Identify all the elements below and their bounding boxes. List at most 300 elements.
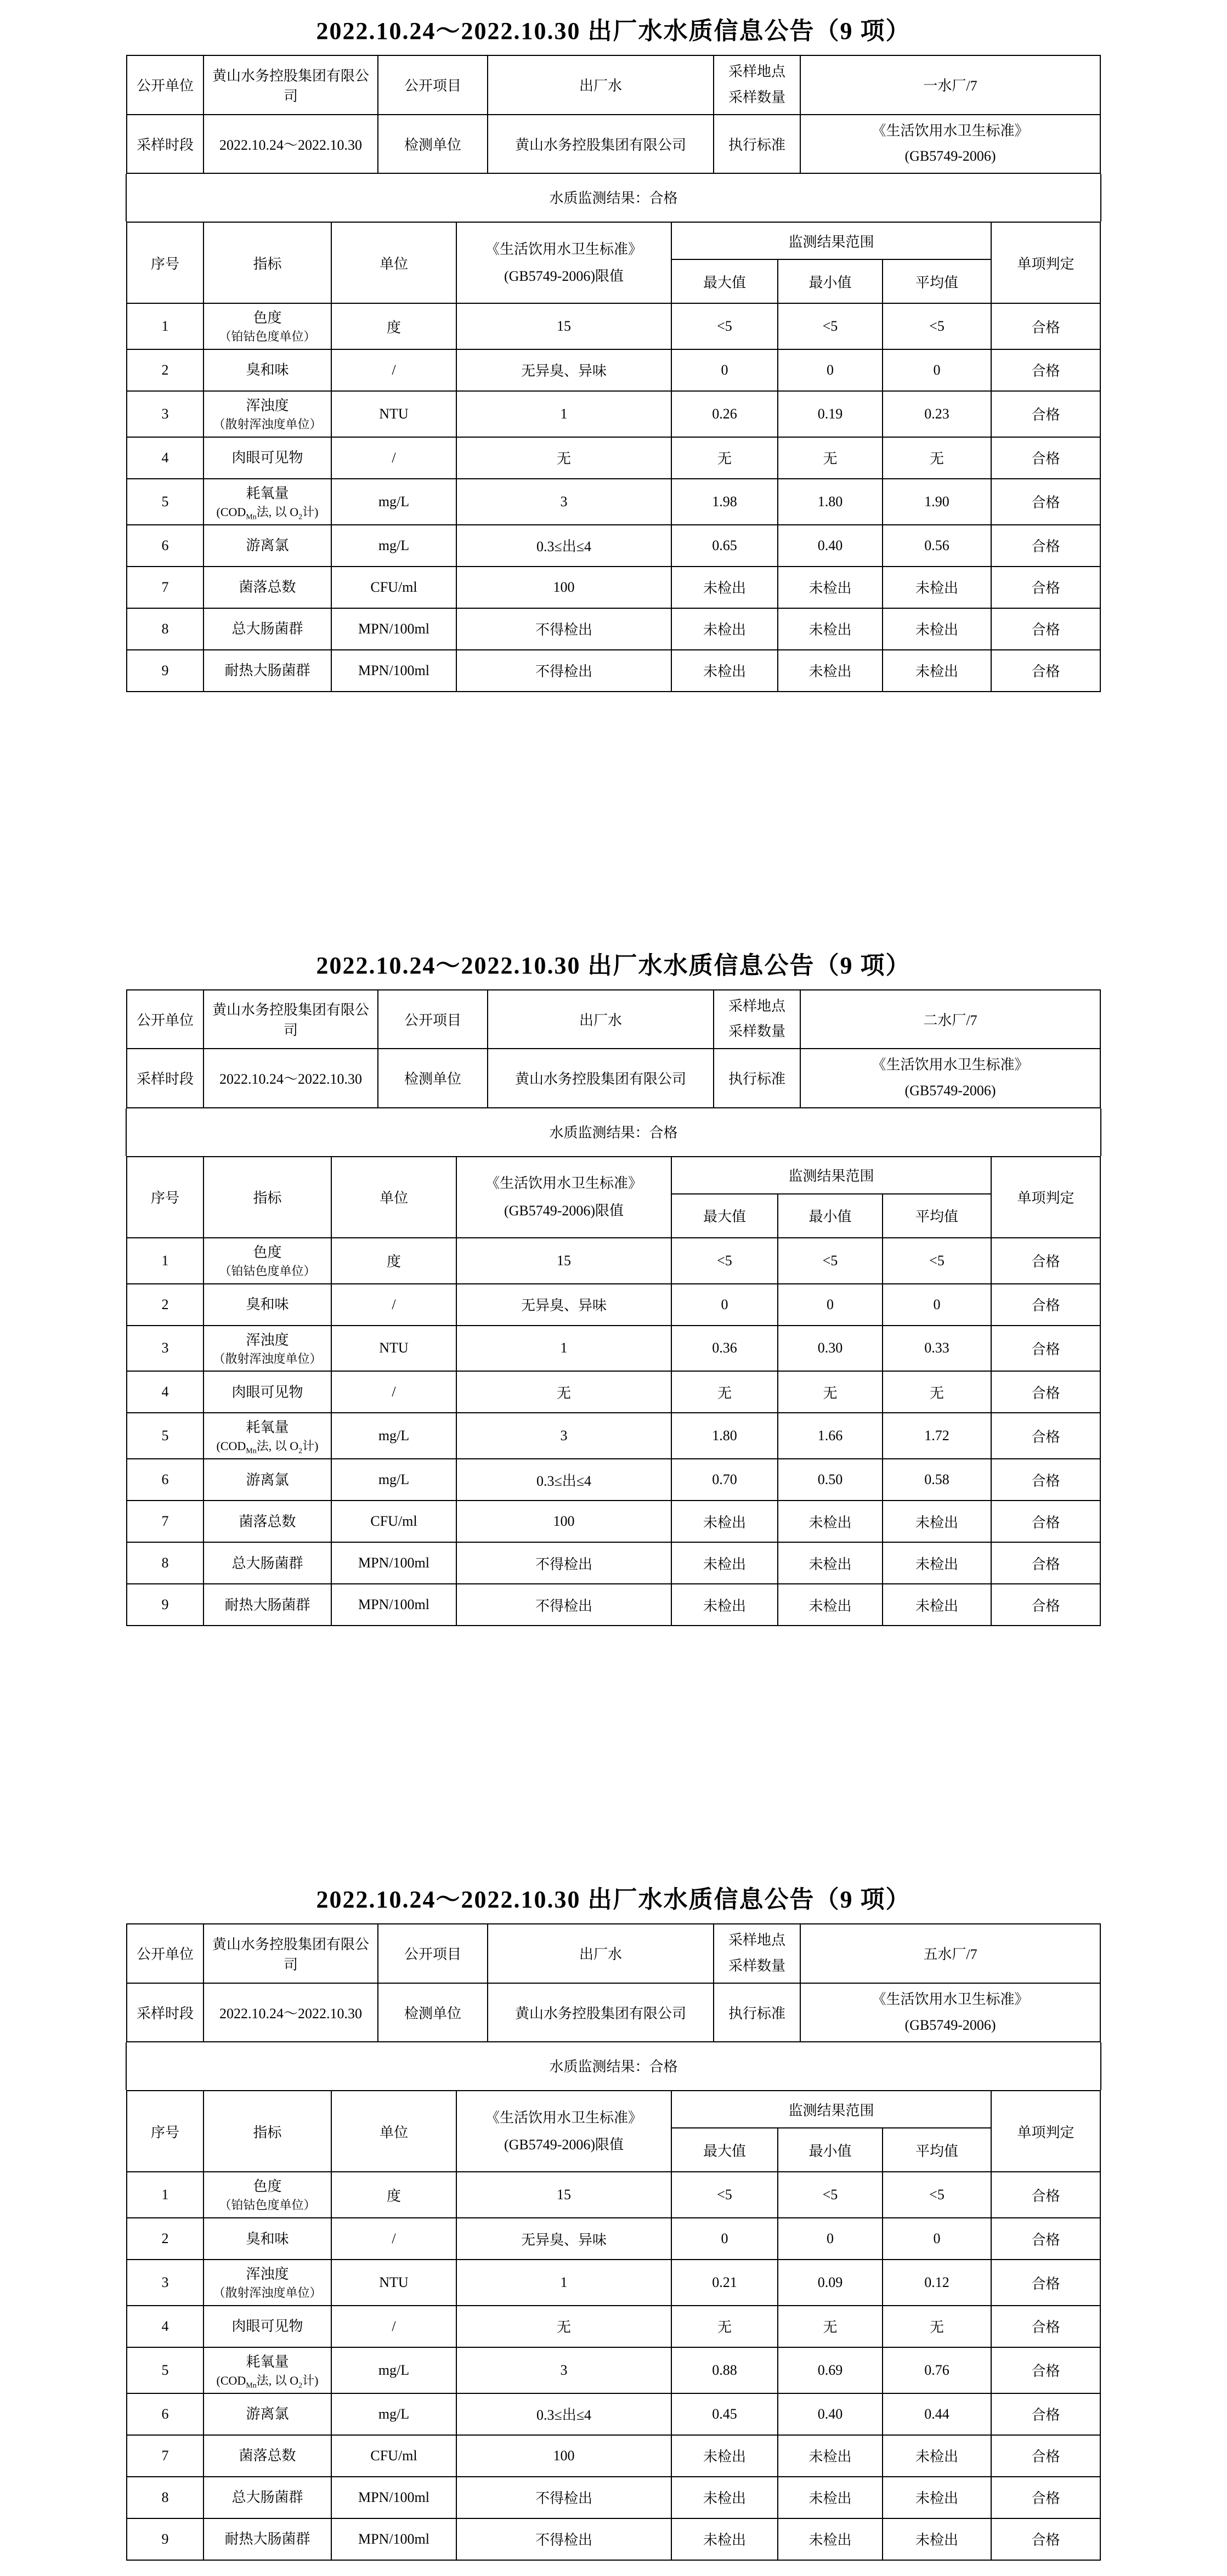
cell-verdict: 合格 xyxy=(991,2393,1100,2435)
cell-min: 未检出 xyxy=(778,567,883,608)
cell-no: 5 xyxy=(127,1413,203,1459)
cell-verdict: 合格 xyxy=(991,2347,1100,2393)
cell-indicator xyxy=(203,349,331,391)
sampling-quantity-label: 采样数量 xyxy=(728,1023,785,1040)
indicator-name: 耗氧量 xyxy=(246,2353,289,2370)
standard-line2: (GB5749-2006) xyxy=(904,2017,996,2033)
cell-unit: CFU/ml xyxy=(331,2435,456,2477)
indicator-name: 臭和味 xyxy=(246,362,289,378)
indicator-subtext: （铂钴色度单位） xyxy=(219,330,316,344)
standard-value xyxy=(800,1983,1100,2042)
cell-avg: 0 xyxy=(883,2218,991,2260)
header-limit-line2: (GB5749-2006)限值 xyxy=(504,268,624,285)
header-unit: 单位 xyxy=(331,1157,456,1238)
cell-verdict: 合格 xyxy=(991,567,1100,608)
cell-verdict: 合格 xyxy=(991,1326,1100,1372)
cell-no: 8 xyxy=(127,608,203,650)
cell-avg: 0.76 xyxy=(883,2347,991,2393)
standard-value xyxy=(800,115,1100,174)
cell-max: 未检出 xyxy=(671,1584,778,1626)
cell-max: 无 xyxy=(671,437,778,479)
cell-indicator xyxy=(203,437,331,479)
cell-no: 7 xyxy=(127,567,203,608)
cell-no: 6 xyxy=(127,2393,203,2435)
cell-verdict: 合格 xyxy=(991,2306,1100,2347)
cell-unit: MPN/100ml xyxy=(331,608,456,650)
table-row xyxy=(127,303,1100,349)
cell-max: 未检出 xyxy=(671,608,778,650)
table-row xyxy=(127,525,1100,567)
info-table xyxy=(126,989,1101,1108)
cell-indicator xyxy=(203,650,331,692)
cell-indicator xyxy=(203,303,331,349)
cell-verdict: 合格 xyxy=(991,391,1100,437)
indicator-name: 耐热大肠菌群 xyxy=(224,2531,310,2547)
announcement-block-3 xyxy=(0,1879,1227,2561)
cell-verdict: 合格 xyxy=(991,1542,1100,1584)
cell-verdict: 合格 xyxy=(991,437,1100,479)
header-limit xyxy=(456,2091,671,2172)
period-label: 采样时段 xyxy=(127,1049,203,1108)
cell-limit: 3 xyxy=(456,479,671,525)
cell-indicator xyxy=(203,2218,331,2260)
cell-verdict: 合格 xyxy=(991,1413,1100,1459)
period-label: 采样时段 xyxy=(127,1983,203,2042)
cell-unit: CFU/ml xyxy=(331,1501,456,1542)
header-range: 监测结果范围 xyxy=(671,222,991,259)
cell-max: <5 xyxy=(671,1238,778,1284)
cell-verdict: 合格 xyxy=(991,1459,1100,1501)
cell-indicator xyxy=(203,567,331,608)
standard-line1: 《生活饮用水卫生标准》 xyxy=(872,122,1029,139)
cell-limit: 100 xyxy=(456,2435,671,2477)
cell-indicator xyxy=(203,1326,331,1372)
cell-unit: 度 xyxy=(331,303,456,349)
indicator-name: 色度 xyxy=(253,1244,282,1260)
cell-limit: 15 xyxy=(456,303,671,349)
publisher-label: 公开单位 xyxy=(127,1924,203,1983)
cell-no: 4 xyxy=(127,1371,203,1413)
cell-verdict: 合格 xyxy=(991,2518,1100,2560)
project-label: 公开项目 xyxy=(378,1924,488,1983)
sampling-value: 五水厂/7 xyxy=(800,1924,1100,1983)
header-row xyxy=(127,2091,1100,2128)
cell-indicator xyxy=(203,2306,331,2347)
table-row xyxy=(127,1238,1100,1284)
header-unit: 单位 xyxy=(331,2091,456,2172)
table-row xyxy=(127,2435,1100,2477)
cell-no: 2 xyxy=(127,2218,203,2260)
header-limit xyxy=(456,1157,671,1238)
cell-avg: 无 xyxy=(883,1371,991,1413)
header-indicator: 指标 xyxy=(203,222,331,303)
cell-no: 1 xyxy=(127,1238,203,1284)
cell-unit: MPN/100ml xyxy=(331,1584,456,1626)
cell-limit: 无 xyxy=(456,2306,671,2347)
cell-avg: 0.44 xyxy=(883,2393,991,2435)
cell-max: 未检出 xyxy=(671,2435,778,2477)
cell-avg: 未检出 xyxy=(883,2518,991,2560)
indicator-subtext: （铂钴色度单位） xyxy=(219,1264,316,1278)
header-max: 最大值 xyxy=(671,259,778,303)
cell-limit: 不得检出 xyxy=(456,2477,671,2518)
cell-max: 未检出 xyxy=(671,2518,778,2560)
cell-unit: / xyxy=(331,1371,456,1413)
info-row xyxy=(127,990,1100,1049)
cell-no: 5 xyxy=(127,479,203,525)
indicator-subtext: ($COD_{Mn}$法, 以 $O_2$计) xyxy=(216,1439,319,1456)
cell-unit: / xyxy=(331,1284,456,1326)
header-min: 最小值 xyxy=(778,1194,883,1238)
cell-no: 3 xyxy=(127,2260,203,2306)
table-row xyxy=(127,2260,1100,2306)
cell-no: 7 xyxy=(127,2435,203,2477)
info-table xyxy=(126,1923,1101,2042)
cell-max: 0 xyxy=(671,349,778,391)
announcement-block-1 xyxy=(0,11,1227,692)
publisher-value: 黄山水务控股集团有限公司 xyxy=(203,55,378,115)
project-value: 出厂水 xyxy=(488,1924,714,1983)
project-value: 出厂水 xyxy=(488,990,714,1049)
table-row xyxy=(127,2347,1100,2393)
cell-verdict: 合格 xyxy=(991,1284,1100,1326)
cell-verdict: 合格 xyxy=(991,1584,1100,1626)
test-unit-label: 检测单位 xyxy=(378,115,488,174)
cell-verdict: 合格 xyxy=(991,479,1100,525)
cell-indicator xyxy=(203,1542,331,1584)
cell-avg: 无 xyxy=(883,437,991,479)
cell-min: 未检出 xyxy=(778,1501,883,1542)
cell-no: 8 xyxy=(127,2477,203,2518)
cell-limit: 不得检出 xyxy=(456,1584,671,1626)
period-value: 2022.10.24～2022.10.30 xyxy=(203,1983,378,2042)
publisher-value: 黄山水务控股集团有限公司 xyxy=(203,990,378,1049)
page-title: 2022.10.24～2022.10.30 出厂水水质信息公告（9 项） xyxy=(316,1886,911,1913)
header-no: 序号 xyxy=(127,222,203,303)
cell-avg: 0.33 xyxy=(883,1326,991,1372)
test-unit-value: 黄山水务控股集团有限公司 xyxy=(488,1983,714,2042)
cell-limit: 100 xyxy=(456,567,671,608)
sampling-label xyxy=(714,55,800,115)
cell-indicator xyxy=(203,1459,331,1501)
cell-limit: 100 xyxy=(456,1501,671,1542)
standard-label: 执行标准 xyxy=(714,1983,800,2042)
cell-limit: 不得检出 xyxy=(456,608,671,650)
cell-avg: <5 xyxy=(883,1238,991,1284)
cell-min: 未检出 xyxy=(778,2477,883,2518)
cell-avg: 未检出 xyxy=(883,1584,991,1626)
cell-min: 无 xyxy=(778,2306,883,2347)
table-row xyxy=(127,479,1100,525)
indicator-name: 肉眼可见物 xyxy=(231,2318,303,2335)
indicator-name: 浑浊度 xyxy=(246,2266,289,2283)
table-row xyxy=(127,1459,1100,1501)
header-indicator: 指标 xyxy=(203,2091,331,2172)
data-table xyxy=(126,222,1101,692)
cell-min: 0 xyxy=(778,349,883,391)
test-unit-value: 黄山水务控股集团有限公司 xyxy=(488,1049,714,1108)
cell-indicator xyxy=(203,2393,331,2435)
cell-limit: 1 xyxy=(456,1326,671,1372)
header-limit-line1: 《生活饮用水卫生标准》 xyxy=(485,241,642,257)
info-table xyxy=(126,55,1101,174)
indicator-name: 总大肠菌群 xyxy=(231,621,303,637)
sampling-location-label: 采样地点 xyxy=(728,64,785,80)
cell-max: 1.98 xyxy=(671,479,778,525)
cell-unit: MPN/100ml xyxy=(331,1542,456,1584)
cell-min: 未检出 xyxy=(778,608,883,650)
cell-avg: 0.12 xyxy=(883,2260,991,2306)
cell-verdict: 合格 xyxy=(991,2172,1100,2218)
cell-indicator xyxy=(203,2435,331,2477)
cell-unit: / xyxy=(331,349,456,391)
sampling-label xyxy=(714,990,800,1049)
cell-indicator xyxy=(203,608,331,650)
cell-verdict: 合格 xyxy=(991,608,1100,650)
indicator-name: 总大肠菌群 xyxy=(231,1555,303,1571)
cell-no: 3 xyxy=(127,1326,203,1372)
period-value: 2022.10.24～2022.10.30 xyxy=(203,1049,378,1108)
cell-no: 4 xyxy=(127,2306,203,2347)
cell-max: 0.88 xyxy=(671,2347,778,2393)
cell-min: 未检出 xyxy=(778,1584,883,1626)
cell-min: 0 xyxy=(778,2218,883,2260)
cell-min: 无 xyxy=(778,437,883,479)
table-row xyxy=(127,1326,1100,1372)
cell-no: 8 xyxy=(127,1542,203,1584)
indicator-subtext: （铂钴色度单位） xyxy=(219,2198,316,2212)
standard-line1: 《生活饮用水卫生标准》 xyxy=(872,1991,1029,2007)
cell-verdict: 合格 xyxy=(991,303,1100,349)
cell-unit: mg/L xyxy=(331,525,456,567)
header-min: 最小值 xyxy=(778,2128,883,2172)
cell-avg: 未检出 xyxy=(883,567,991,608)
table-row xyxy=(127,608,1100,650)
sampling-quantity-label: 采样数量 xyxy=(728,89,785,105)
info-row xyxy=(127,1983,1100,2042)
cell-max: 0 xyxy=(671,1284,778,1326)
cell-no: 2 xyxy=(127,349,203,391)
test-unit-label: 检测单位 xyxy=(378,1983,488,2042)
table-row xyxy=(127,1542,1100,1584)
header-verdict: 单项判定 xyxy=(991,1157,1100,1238)
table-row xyxy=(127,650,1100,692)
indicator-name: 菌落总数 xyxy=(239,1513,296,1530)
cell-avg: 1.72 xyxy=(883,1413,991,1459)
standard-label: 执行标准 xyxy=(714,1049,800,1108)
page-title: 2022.10.24～2022.10.30 出厂水水质信息公告（9 项） xyxy=(316,18,911,44)
cell-verdict: 合格 xyxy=(991,2477,1100,2518)
cell-limit: 0.3≤出≤4 xyxy=(456,2393,671,2435)
cell-limit: 无异臭、异味 xyxy=(456,1284,671,1326)
cell-no: 6 xyxy=(127,1459,203,1501)
cell-indicator xyxy=(203,391,331,437)
cell-max: 0.45 xyxy=(671,2393,778,2435)
cell-min: 未检出 xyxy=(778,1542,883,1584)
cell-avg: 无 xyxy=(883,2306,991,2347)
data-table xyxy=(126,1156,1101,1626)
cell-no: 4 xyxy=(127,437,203,479)
cell-unit: / xyxy=(331,2306,456,2347)
header-max: 最大值 xyxy=(671,2128,778,2172)
standard-label: 执行标准 xyxy=(714,115,800,174)
cell-indicator xyxy=(203,1238,331,1284)
cell-indicator xyxy=(203,2518,331,2560)
cell-unit: mg/L xyxy=(331,2393,456,2435)
cell-min: 0.19 xyxy=(778,391,883,437)
cell-verdict: 合格 xyxy=(991,525,1100,567)
cell-limit: 1 xyxy=(456,2260,671,2306)
cell-min: <5 xyxy=(778,2172,883,2218)
cell-limit: 3 xyxy=(456,2347,671,2393)
period-label: 采样时段 xyxy=(127,115,203,174)
cell-unit: MPN/100ml xyxy=(331,2477,456,2518)
header-limit-line1: 《生活饮用水卫生标准》 xyxy=(485,2109,642,2126)
cell-avg: 1.90 xyxy=(883,479,991,525)
header-limit-line2: (GB5749-2006)限值 xyxy=(504,1202,624,1219)
cell-limit: 无 xyxy=(456,437,671,479)
cell-unit: NTU xyxy=(331,391,456,437)
cell-indicator xyxy=(203,2347,331,2393)
indicator-name: 色度 xyxy=(253,2178,282,2195)
info-row xyxy=(127,1049,1100,1108)
cell-limit: 0.3≤出≤4 xyxy=(456,1459,671,1501)
cell-unit: / xyxy=(331,437,456,479)
cell-max: 0.26 xyxy=(671,391,778,437)
indicator-name: 臭和味 xyxy=(246,2230,289,2247)
indicator-name: 浑浊度 xyxy=(246,1332,289,1348)
indicator-name: 色度 xyxy=(253,310,282,326)
cell-avg: 0 xyxy=(883,1284,991,1326)
cell-avg: 未检出 xyxy=(883,2477,991,2518)
cell-indicator xyxy=(203,1501,331,1542)
cell-max: 0.65 xyxy=(671,525,778,567)
indicator-name: 耐热大肠菌群 xyxy=(224,1596,310,1613)
header-indicator: 指标 xyxy=(203,1157,331,1238)
cell-max: 0 xyxy=(671,2218,778,2260)
indicator-subtext: （散射浑浊度单位） xyxy=(213,2286,322,2300)
header-avg: 平均值 xyxy=(883,2128,991,2172)
cell-unit: mg/L xyxy=(331,1413,456,1459)
cell-unit: mg/L xyxy=(331,2347,456,2393)
test-unit-label: 检测单位 xyxy=(378,1049,488,1108)
cell-max: 1.80 xyxy=(671,1413,778,1459)
cell-verdict: 合格 xyxy=(991,2218,1100,2260)
cell-avg: 未检出 xyxy=(883,650,991,692)
publisher-value: 黄山水务控股集团有限公司 xyxy=(203,1924,378,1983)
indicator-name: 游离氯 xyxy=(246,537,289,554)
cell-unit: 度 xyxy=(331,2172,456,2218)
cell-min: 0.40 xyxy=(778,525,883,567)
test-unit-value: 黄山水务控股集团有限公司 xyxy=(488,115,714,174)
project-label: 公开项目 xyxy=(378,55,488,115)
table-row xyxy=(127,1284,1100,1326)
sampling-location-label: 采样地点 xyxy=(728,998,785,1014)
header-limit-line1: 《生活饮用水卫生标准》 xyxy=(485,1175,642,1192)
cell-limit: 不得检出 xyxy=(456,2518,671,2560)
indicator-name: 耗氧量 xyxy=(246,485,289,501)
indicator-name: 耐热大肠菌群 xyxy=(224,663,310,679)
indicator-name: 臭和味 xyxy=(246,1297,289,1313)
table-row xyxy=(127,1584,1100,1626)
cell-indicator xyxy=(203,479,331,525)
sampling-value: 二水厂/7 xyxy=(800,990,1100,1049)
table-row xyxy=(127,1413,1100,1459)
header-max: 最大值 xyxy=(671,1194,778,1238)
publisher-label: 公开单位 xyxy=(127,990,203,1049)
indicator-name: 菌落总数 xyxy=(239,2448,296,2464)
cell-max: 0.36 xyxy=(671,1326,778,1372)
cell-limit: 1 xyxy=(456,391,671,437)
page-title: 2022.10.24～2022.10.30 出厂水水质信息公告（9 项） xyxy=(316,952,911,979)
header-row xyxy=(127,222,1100,259)
cell-avg: 0.58 xyxy=(883,1459,991,1501)
cell-indicator xyxy=(203,525,331,567)
indicator-subtext: （散射浑浊度单位） xyxy=(213,1351,322,1366)
indicator-subtext: ($COD_{Mn}$法, 以 $O_2$计) xyxy=(216,505,319,522)
cell-limit: 不得检出 xyxy=(456,650,671,692)
cell-no: 9 xyxy=(127,650,203,692)
table-row xyxy=(127,2218,1100,2260)
project-label: 公开项目 xyxy=(378,990,488,1049)
info-row xyxy=(127,55,1100,115)
cell-indicator xyxy=(203,2172,331,2218)
cell-min: 0.69 xyxy=(778,2347,883,2393)
cell-limit: 不得检出 xyxy=(456,1542,671,1584)
header-avg: 平均值 xyxy=(883,259,991,303)
cell-unit: mg/L xyxy=(331,479,456,525)
table-row xyxy=(127,1501,1100,1542)
indicator-name: 菌落总数 xyxy=(239,579,296,596)
cell-min: 无 xyxy=(778,1371,883,1413)
cell-verdict: 合格 xyxy=(991,650,1100,692)
publisher-label: 公开单位 xyxy=(127,55,203,115)
cell-no: 6 xyxy=(127,525,203,567)
cell-max: 未检出 xyxy=(671,567,778,608)
cell-max: 0.70 xyxy=(671,1459,778,1501)
cell-avg: 0 xyxy=(883,349,991,391)
cell-verdict: 合格 xyxy=(991,1238,1100,1284)
cell-verdict: 合格 xyxy=(991,2435,1100,2477)
table-row xyxy=(127,2393,1100,2435)
cell-min: <5 xyxy=(778,1238,883,1284)
result-banner: 水质监测结果：合格 xyxy=(126,174,1101,222)
cell-avg: 未检出 xyxy=(883,608,991,650)
cell-verdict: 合格 xyxy=(991,2260,1100,2306)
indicator-name: 肉眼可见物 xyxy=(231,450,303,466)
cell-avg: 0.23 xyxy=(883,391,991,437)
cell-max: 0.21 xyxy=(671,2260,778,2306)
cell-avg: 0.56 xyxy=(883,525,991,567)
standard-line2: (GB5749-2006) xyxy=(904,1082,996,1099)
indicator-subtext: （散射浑浊度单位） xyxy=(213,417,322,431)
cell-limit: 0.3≤出≤4 xyxy=(456,525,671,567)
table-row xyxy=(127,391,1100,437)
cell-verdict: 合格 xyxy=(991,1371,1100,1413)
cell-indicator xyxy=(203,1371,331,1413)
cell-verdict: 合格 xyxy=(991,349,1100,391)
cell-verdict: 合格 xyxy=(991,1501,1100,1542)
sampling-value: 一水厂/7 xyxy=(800,55,1100,115)
header-min: 最小值 xyxy=(778,259,883,303)
sampling-quantity-label: 采样数量 xyxy=(728,1957,785,1974)
cell-unit: 度 xyxy=(331,1238,456,1284)
table-row xyxy=(127,2306,1100,2347)
cell-avg: 未检出 xyxy=(883,2435,991,2477)
table-row xyxy=(127,437,1100,479)
cell-unit: MPN/100ml xyxy=(331,650,456,692)
table-row xyxy=(127,349,1100,391)
